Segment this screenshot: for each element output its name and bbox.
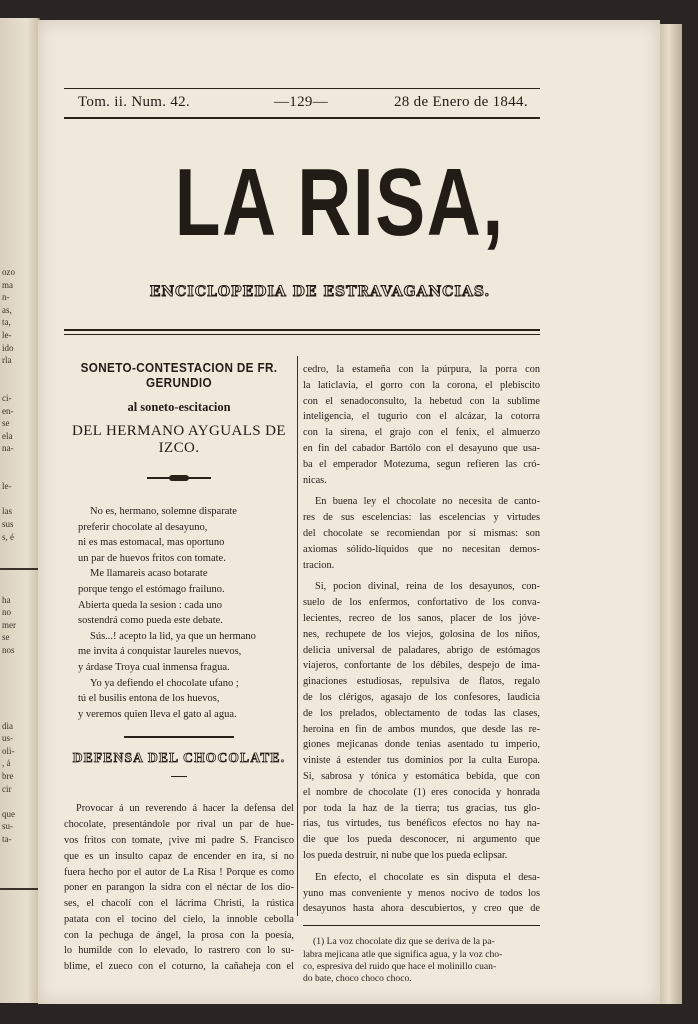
text-line: fuera hecho por el autor de La Risa ! Porque es como xyxy=(64,866,294,878)
text-line: En buena ley el chocolate no necesita de canto- xyxy=(315,496,540,508)
text-line: nicas. xyxy=(303,474,327,486)
text-line: ba el emperador Motezuma, segun refieren las cró- xyxy=(303,458,540,470)
text-line: blime, el zueco con el coturno, la cañaheja con el xyxy=(64,961,294,973)
text-line: inteligencia, el tugurio con el alcázar, la cotorra xyxy=(303,411,540,423)
poem-line: ni es mas estomacal, mas oportuno xyxy=(78,537,225,549)
text-line: vos fritos con tomate, ¡vive mi padre S. Francisco xyxy=(64,834,294,846)
footnote-line: do bate, choco choco choco. xyxy=(303,973,412,985)
text-line: en fin del cabador Bartólo con el desayuno que usa- xyxy=(303,442,540,454)
facing-page-text-fragment: su- xyxy=(2,821,13,832)
issue-date: 28 de Enero de 1844. xyxy=(394,94,528,110)
facing-page-text-fragment: sus xyxy=(2,519,14,529)
text-line: desayunos hasta ahora descubiertos, y creo que de xyxy=(303,903,540,915)
footnote-rule xyxy=(303,925,540,926)
text-line: suelo de los enfermos, confortativo de los conva- xyxy=(303,597,540,609)
poem-line: preferir chocolate al desayuno, xyxy=(78,521,208,533)
title-dash xyxy=(171,776,187,777)
text-line: tracion. xyxy=(303,559,335,571)
text-line: con la pechuga de ángel, la prosa con la poesía, xyxy=(64,929,294,941)
facing-page-text-fragment: le- xyxy=(2,481,12,492)
column-divider xyxy=(297,356,298,916)
facing-page-text-fragment: bre xyxy=(2,771,14,781)
article-body-right xyxy=(303,362,540,917)
facing-page-text-fragment: le- xyxy=(2,330,12,340)
text-line: delicia universal de paladares, abrigo de estómagos xyxy=(303,644,540,656)
facing-page-text-fragment: las xyxy=(2,506,12,517)
text-line: rias, tus virtudes, tus benéficos efectos no hay na- xyxy=(303,818,540,830)
sonnet-poem xyxy=(64,504,294,722)
text-line: por toda la haz de la tierra; tus gracias, tus glo- xyxy=(303,802,540,814)
text-line: Si, sabrosa y tónica y estomática bebida, que con xyxy=(303,770,540,782)
poem-line: y veremos quien lleva el gato al agua. xyxy=(78,708,237,720)
facing-page-text-fragment: na- xyxy=(2,443,14,454)
sonnet-title: SONETO-CONTESTACION DE FR. GERUNDIO xyxy=(80,360,278,390)
facing-page-text-fragment: as, xyxy=(2,304,12,315)
facing-page-text-fragment: ta, xyxy=(2,317,11,328)
facing-page-text-fragment: que xyxy=(2,808,15,819)
sonnet-dedication: DEL HERMANO AYGUALS DE IZCO. xyxy=(72,423,286,456)
poem-line: Abierta queda la sesion : cada uno xyxy=(78,599,223,611)
ornament-divider-2 xyxy=(124,736,234,738)
facing-page-text-fragment: se xyxy=(2,418,10,429)
masthead-rule-2 xyxy=(64,334,540,335)
poem-line: Yo ya defiendo el chocolate ufano ; xyxy=(90,677,239,689)
ornament-divider xyxy=(147,477,211,479)
facing-page-text-fragment: s, é xyxy=(2,531,14,542)
text-line: res de sus escelencias: las escelencias y virtudes xyxy=(303,512,540,524)
facing-page-text-fragment: ci- xyxy=(2,393,12,403)
facing-page-rule xyxy=(0,888,38,890)
article-body-left xyxy=(64,801,294,975)
left-facing-page xyxy=(0,18,40,1003)
page-edge xyxy=(660,24,682,1004)
text-line: del chocolate se recomiendan por sí mismas: son xyxy=(303,527,540,539)
page-number: —129— xyxy=(274,94,328,110)
text-line: Provocar á un reverendo á hacer la defensa del xyxy=(76,803,294,815)
poem-line: y árdase Troya cual inmensa fragua. xyxy=(78,661,230,673)
text-line: la laticlavia, el gorro con la corona, el plebiscito xyxy=(303,379,540,391)
poem-line: me invita á conquistar laureles nuevos, xyxy=(78,646,242,658)
article-title: DEFENSA DEL CHOCOLATE. xyxy=(72,750,286,766)
text-line: el nombre de chocolate (1) eres conocida y honrada xyxy=(303,786,540,798)
sonnet-subtitle: al soneto-escitacion xyxy=(127,400,231,414)
poem-line: Me llamareis acaso botarate xyxy=(90,568,208,580)
poem-line: Sús...! acepto la lid, ya que un hermano xyxy=(90,630,256,642)
text-line: de los clérigos, agasajo de los confesores, laudicia xyxy=(303,691,540,703)
page-header xyxy=(78,92,538,116)
facing-page-text-fragment: se xyxy=(2,632,10,643)
text-line: axiomas sólido-líquidos que no necesitan demos- xyxy=(303,543,540,555)
text-line: poner en parangon la sidra con el néctar de los dio- xyxy=(64,882,294,894)
text-line: con la sirena, el grajo con el fenix, el almuerzo xyxy=(303,427,540,439)
facing-page-text-fragment: , á xyxy=(2,758,11,769)
text-line: lecientes, recreo de los sanos, placer de los jóve- xyxy=(303,612,540,624)
poem-line: sostendrá como pueda este debate. xyxy=(78,615,223,627)
text-line: los pueda destruir, ni nube que los pueda eclipsar. xyxy=(303,849,508,861)
footnote-line: (1) La voz chocolate diz que se deriva de la pa- xyxy=(313,936,495,948)
footnote-line: co, espresiva del ruido que hace el molinillo cuan- xyxy=(303,960,497,972)
text-line: heroina en fin de ambos mundos, que desde las re- xyxy=(303,723,540,735)
text-line: nes, rechupete de los viejos, golosina de los niños, xyxy=(303,628,540,640)
facing-page-text-fragment: dia xyxy=(2,720,13,731)
facing-page-text-fragment: n- xyxy=(2,292,10,303)
text-line: chocolate, presentándole por rival un par de hue- xyxy=(64,819,294,831)
text-line: lo humilde con lo elevado, lo rastrero con lo su- xyxy=(64,945,294,957)
masthead-title: LA RISA, xyxy=(174,149,505,256)
volume-number: Tom. ii. Num. 42. xyxy=(78,94,190,110)
facing-page-text-fragment: ha xyxy=(2,594,11,605)
facing-page-text-fragment: ta- xyxy=(2,834,12,844)
masthead-subtitle: ENCICLOPEDIA DE ESTRAVAGANCIAS. xyxy=(149,284,491,300)
left-column xyxy=(64,360,294,975)
text-line: con el senadoconsulto, la hebetud con la sublime xyxy=(303,395,540,407)
facing-page-text-fragment: ozo xyxy=(2,267,15,277)
text-line: viajeros, confortante de los débiles, despejo de ima- xyxy=(303,660,540,672)
facing-page-text-fragment: no xyxy=(2,607,11,618)
footnote xyxy=(303,936,540,986)
header-bottom-rule xyxy=(64,117,540,119)
facing-page-text-fragment: cir xyxy=(2,783,12,794)
facing-page-text-fragment: nos xyxy=(2,645,15,655)
facing-page-text-fragment: oli- xyxy=(2,745,15,756)
text-line: de los prelados, oblectamento de todas las clases, xyxy=(303,707,540,719)
text-line: ginaciones estudiosas, repulsiva de flatos, regalo xyxy=(303,676,540,688)
facing-page-text-fragment: mer xyxy=(2,619,16,630)
facing-page-text-fragment: ela xyxy=(2,430,13,441)
facing-page-text-fragment: rla xyxy=(2,355,12,366)
facing-page-text-fragment: ma xyxy=(2,279,13,290)
facing-page-text-fragment: ido xyxy=(2,342,14,353)
right-column xyxy=(303,362,540,986)
poem-line: un par de huevos fritos con tomate. xyxy=(78,552,226,564)
facing-page-text-fragment: en- xyxy=(2,405,14,416)
facing-page-rule xyxy=(0,568,38,570)
poem-line: tú el busilis entona de los huevos, xyxy=(78,693,220,705)
text-line: que es un insulto capaz de encender en ira, si no xyxy=(64,850,294,862)
text-line: ses, el chacolí con el lácrima Christi, la rústica xyxy=(64,898,294,910)
text-line: viniste á estender tus dominios por la culta Europa. xyxy=(303,755,540,767)
text-line: cedro, la estameña con la púrpura, la porra con xyxy=(303,364,540,375)
text-line: die que los pueda desconocer, ni argumento que xyxy=(303,834,540,846)
text-line: giones mejicanas donde tenias asentado tu imperio, xyxy=(303,739,540,751)
footnote-line: labra mejicana atle que significa agua, y la voz cho- xyxy=(303,948,503,960)
header-top-rule xyxy=(64,88,540,89)
poem-line: No es, hermano, solemne disparate xyxy=(90,506,237,517)
text-line: yuno mas conveniente y menos nocivo de todos los xyxy=(303,887,540,899)
text-line: Si, pocion divinal, reina de los desayunos, con- xyxy=(315,581,540,593)
text-line: patata con el tocino del cielo, la innoble cebolla xyxy=(64,913,294,925)
text-line: En efecto, el chocolate es sin disputa el desa- xyxy=(315,871,540,883)
facing-page-text-fragment: us- xyxy=(2,733,13,744)
masthead-rule-1 xyxy=(64,329,540,331)
poem-line: porque tengo el estómago frailuno. xyxy=(78,583,225,595)
